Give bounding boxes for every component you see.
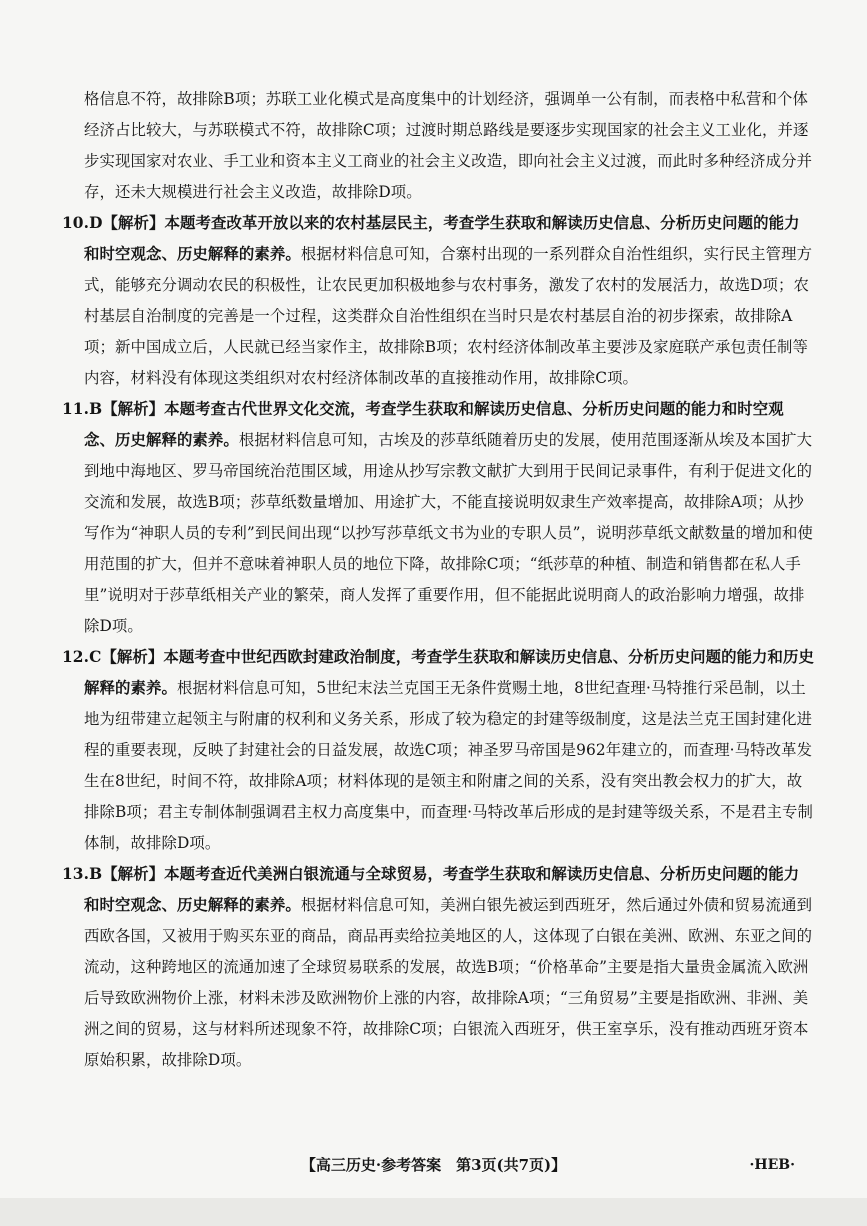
analysis-lead: 本题考查中世纪西欧封建政治制度，考查学生获取和解读历史信息、分析历史问题的能力和历史解释的素养。 [84, 648, 815, 697]
analysis-lead: 本题考查古代世界文化交流，考查学生获取和解读历史信息、分析历史问题的能力和时空观念、历史解释的素养。 [84, 400, 784, 449]
analysis-tag: 【解析】 [102, 400, 165, 418]
answer-letter: D [89, 214, 103, 232]
question-11-explanation [62, 394, 814, 642]
question-12-explanation [62, 642, 814, 859]
analysis-body: 根据材料信息可知，合寨村出现的一系列群众自治性组织，实行民主管理方式，能够充分调动农民的积极性，让农民更加积极地参与农村事务，激发了农村的发展活力，故选D项；农村基层自治制度的完善是一个过程，这类群众自治性组织在当时只是农村基层自治的初步探索，故排除A项；新中国成立后，人民就已经当家作主，故排除B项；农村经济体制改革主要涉及家庭联产承包责任制等内容，材料没有体现这类组织对农村经济体制改革的直接推动作用，故排除C项。 [84, 245, 813, 387]
question-13-explanation [62, 859, 814, 1076]
analysis-body: 根据材料信息可知，美洲白银先被运到西班牙，然后通过外债和贸易流通到西欧各国，又被用于购买东亚的商品，商品再卖给拉美地区的人，这体现了白银在美洲、欧洲、东亚之间的流动，这种跨地区的流通加速了全球贸易联系的发展，故选B项；“价格革命”主要是指大量贵金属流入欧洲后导致欧洲物价上涨，材料未涉及欧洲物价上涨的内容，故排除A项；“三角贸易”主要是指欧洲、非洲、美洲之间的贸易，这与材料所述现象不符，故排除C项；白银流入西班牙，供王室享乐，没有推动西班牙资本原始积累，故排除D项。 [84, 896, 813, 1069]
question-number: 13. [62, 865, 90, 883]
question-number: 10. [62, 214, 90, 232]
analysis-lead: 本题考查改革开放以来的农村基层民主，考查学生获取和解读历史信息、分析历史问题的能力和时空观念、历史解释的素养。 [84, 214, 800, 263]
footer-code: ·HEB· [749, 1157, 795, 1173]
analysis-body: 根据材料信息可知，5世纪末法兰克国王无条件赏赐土地，8世纪查理·马特推行采邑制，以土地为纽带建立起领主与附庸的权利和义务关系，形成了较为稳定的封建等级制度，这是法兰克王国封建化进程的重要表现，反映了封建社会的日益发展，故选C项；神圣罗马帝国是962年建立的，而查理·马特改革发生在8世纪，时间不符，故排除A项；材料体现的是领主和附庸之间的关系，没有突出教会权力的扩大，故排除B项；君主专制体制强调君主权力高度集中，而查理·马特改革后形成的是封建等级关系，不是君主专制体制，故排除D项。 [84, 679, 813, 852]
answer-letter: C [89, 648, 102, 666]
question-number: 11. [62, 400, 90, 418]
question-10-explanation [62, 208, 814, 394]
scan-bottom-edge [0, 1198, 867, 1226]
analysis-tag: 【解析】 [102, 865, 165, 883]
page-footer [0, 1150, 867, 1180]
answer-letter: B [89, 865, 103, 883]
continued-explanation: 格信息不符，故排除B项；苏联工业化模式是高度集中的计划经济，强调单一公有制，而表格中私营和个体经济占比较大，与苏联模式不符，故排除C项；过渡时期总路线是要逐步实现国家的社会主义工业化，并逐步实现国家对农业、手工业和资本主义工商业的社会主义改造，即向社会主义过渡，而此时多种经济成分并存，还未大规模进行社会主义改造，故排除D项。 [84, 90, 813, 201]
analysis-tag: 【解析】 [101, 648, 164, 666]
analysis-lead: 本题考查近代美洲白银流通与全球贸易，考查学生获取和解读历史信息、分析历史问题的能力和时空观念、历史解释的素养。 [84, 865, 800, 914]
analysis-tag: 【解析】 [102, 214, 165, 232]
analysis-body: 根据材料信息可知，古埃及的莎草纸随着历史的发展，使用范围逐渐从埃及本国扩大到地中海地区、罗马帝国统治范围区域，用途从抄写宗教文献扩大到用于民间记录事件，有利于促进文化的交流和发展，故选B项；莎草纸数量增加、用途扩大，不能直接说明奴隶生产效率提高，故排除A项；从抄写作为“神职人员的专利”到民间出现“以抄写莎草纸文书为业的专职人员”，说明莎草纸文献数量的增加和使用范围的扩大，但并不意味着神职人员的地位下降，故排除C项；“纸莎草的种植、制造和销售都在私人手里”说明对于莎草纸相关产业的繁荣，商人发挥了重要作用，但不能据此说明商人的政治影响力增强，故排除D项。 [84, 431, 813, 635]
answer-content [62, 84, 814, 1076]
question-number: 12. [62, 648, 90, 666]
answer-letter: B [89, 400, 103, 418]
footer-page-info: 【高三历史·参考答案 第3页(共7页)】 [300, 1156, 567, 1174]
